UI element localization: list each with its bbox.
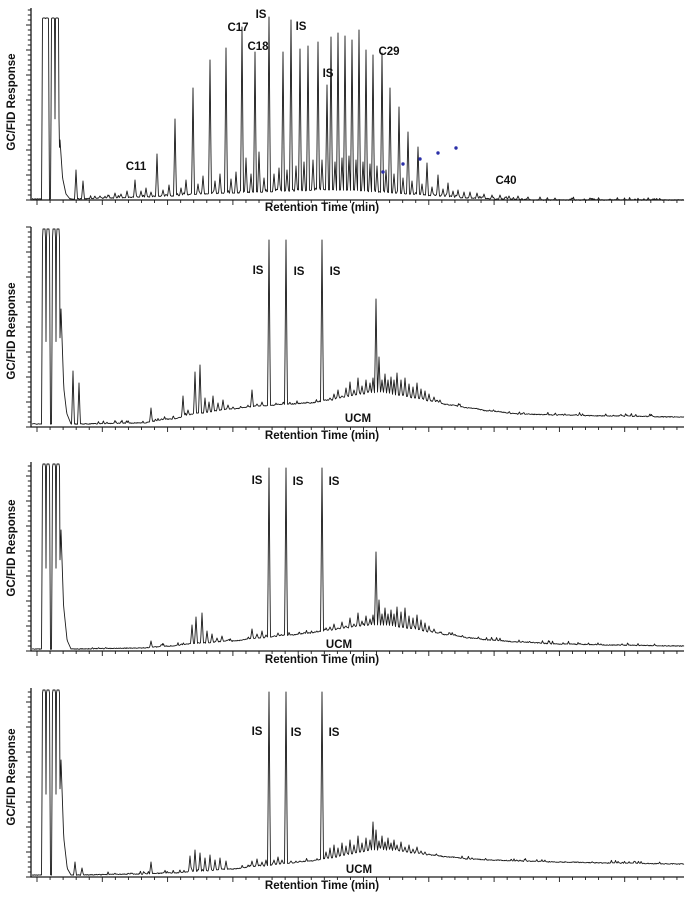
panel-1-blue-marker	[381, 170, 384, 173]
panel-4-label-is: IS	[328, 727, 340, 740]
panel-2-y-ticks	[26, 227, 31, 427]
panel-1-label-is: IS	[295, 21, 307, 34]
chromatogram-panel-2	[6, 227, 684, 442]
panel-4-label-is: IS	[251, 726, 263, 739]
panel-2-axes	[31, 227, 684, 427]
panel-1-xlabel: Retention Time (min)	[264, 202, 380, 215]
panel-4-ylabel: GC/FID Response	[6, 728, 19, 826]
panel-2-ylabel: GC/FID Response	[6, 282, 19, 380]
panel-1-label-c18: C18	[247, 41, 269, 54]
panel-1-ylabel: GC/FID Response	[6, 53, 19, 151]
panel-1-label-is: IS	[255, 9, 267, 22]
panel-3-label-is: IS	[251, 475, 263, 488]
panel-3-xlabel: Retention Time (min)	[264, 654, 380, 667]
panel-4-axes	[31, 688, 684, 877]
panel-1-y-ticks	[26, 10, 31, 200]
panel-1-blue-marker	[418, 157, 421, 160]
panel-4-trace	[32, 690, 684, 875]
panel-4-label-is: IS	[290, 727, 302, 740]
panel-3-y-ticks	[26, 466, 31, 651]
panel-1-blue-marker	[401, 162, 404, 165]
chromatogram-panel-1	[6, 8, 684, 214]
panel-1-label-c17: C17	[227, 22, 249, 35]
panel-3-label-is: IS	[328, 476, 340, 489]
panel-3-trace	[32, 464, 684, 652]
panel-1-blue-marker	[454, 146, 457, 149]
panel-1-blue-marker	[436, 151, 439, 154]
panel-3-label-ucm: UCM	[325, 639, 353, 652]
panel-3-axes	[31, 462, 684, 651]
panel-1-label-c11: C11	[125, 161, 147, 174]
panel-2-trace	[32, 229, 684, 424]
panel-2-label-ucm: UCM	[344, 413, 372, 426]
panel-1-label-c29: C29	[378, 46, 400, 59]
panel-4-y-ticks	[26, 692, 31, 877]
panel-2-label-is: IS	[252, 265, 264, 278]
chromatogram-panel-4	[6, 688, 684, 892]
chromatogram-panel-3	[6, 462, 684, 666]
panel-3-label-is: IS	[292, 476, 304, 489]
panel-2-xlabel: Retention Time (min)	[264, 430, 380, 443]
panel-4-xlabel: Retention Time (min)	[264, 880, 380, 893]
panel-4-label-ucm: UCM	[345, 864, 373, 877]
panel-3-ylabel: GC/FID Response	[6, 499, 19, 597]
panel-1-label-c40: C40	[495, 175, 517, 188]
panel-2-label-is: IS	[329, 266, 341, 279]
panel-1-label-is: IS	[322, 68, 334, 81]
panel-2-label-is: IS	[293, 266, 305, 279]
